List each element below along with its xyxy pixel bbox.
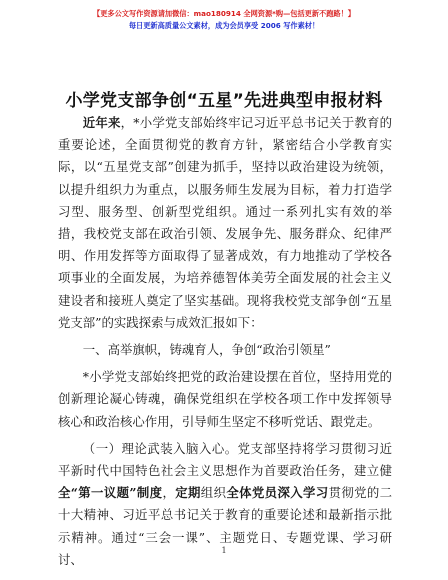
banner-line-2: 每日更新高质量公文素材，成为会员享受 2006 写作素材！ — [128, 21, 320, 30]
theory-bold-2: 定期 — [175, 485, 201, 501]
theory-text-2: ， — [162, 485, 176, 501]
document-title: 小学党支部争创“五星”先进典型申报材料 — [65, 91, 383, 111]
document-body — [58, 112, 392, 571]
paragraph-intro — [58, 112, 392, 334]
intro-lead: 近年来 — [82, 115, 121, 130]
theory-bold-1: 全“第一议题”制度 — [58, 485, 163, 501]
header-banner — [0, 8, 448, 32]
banner-line-1: 【更多公文写作资源请加微信：mao180914 全网资源*购—包括更新不跑路！】 — [93, 9, 355, 18]
paragraph-political: *小学党支部始终把党的政治建设摆在首位，坚持用党的创新理论凝心铸魂，确保党组织在学校各项工作中发挥领导核心和政治核心作用，引导师生坚定不移听党话、跟党走。 — [58, 369, 392, 429]
section-heading-1: 一、高举旗帜，铸魂育人，争创“政治引领星” — [82, 342, 331, 358]
theory-text-1: （一）理论武装入脑入心。党支部坚持将学习贯彻习近平新时代中国特色社会主义思想作为首要政治任务，建立健 — [58, 440, 392, 479]
intro-text: ，*小学党支部始终牢记习近平总书记关于教育的重要论述，全面贯彻党的教育方针，紧密结合小学教育实际，以“五星党支部”创建为抓手，坚持以政治建设为统领，以提升组织力为重点，以服务师生发展为目标，着力打造学习型、服务型、创新型党组织。通过一系列扎实有效的举措，我校党支部在政治引领、发展争先、服务群众、纪律严明、作用发挥等方面取得了显著成效，有力地推动了学校各项事业的全面发展，为培养德智体美劳全面发展的社会主义建设者和接班人奠定了坚实基础。现将我校党支部争创“五星党支部”的实践探索与成效汇报如下： — [58, 115, 392, 330]
theory-bold-3: 全体党员深入学习 — [226, 485, 329, 501]
theory-text-3: 组织 — [200, 485, 227, 501]
theory-text-4: 贯彻党的二十大精神、习近平总书记关于教育的重要论述和最新指示批示精神。通过“三会一课”、主题党日、专题党课、学习研讨、 — [58, 485, 393, 567]
page-number: 1 — [221, 546, 227, 555]
